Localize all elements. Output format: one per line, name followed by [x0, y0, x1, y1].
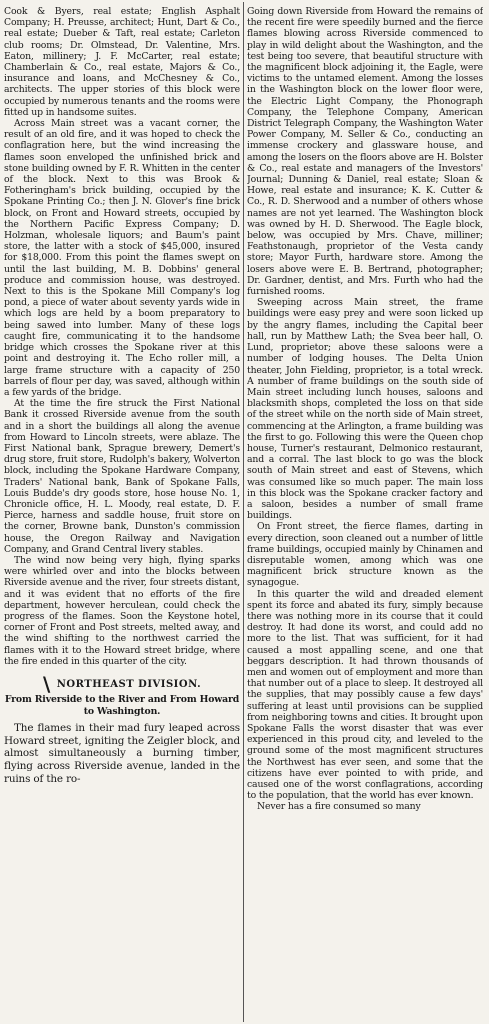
paragraph: Cook & Byers, real estate; English Asphalt Company; H. Preusse, architect; Hunt, Dart & Co., real estate; Dueber & Taft, real estate; Carleton club rooms; Dr. Olmstead, Dr. Valentine, Mrs. Eaton, millinery; J. F. McCarter, real estate; Chamberlain & Co., real estate, Majors & Co., insurance and loans, and McChesney & Co., architects. The upper stories of this block were occupied by numerous tenants and the rooms were fitted up in handsome suites. — [4, 6, 240, 118]
column-divider — [243, 2, 244, 1022]
section-heading-text: NORTHEAST DIVISION. — [56, 679, 202, 691]
paragraph: The wind now being very high, flying sparks were whirled over and into the blocks between Riverside avenue and the river, four streets distant, and it was evident that no efforts of the fire department, however herculean, could check the progress of the flames. Soon the Keystone hotel, corner of Front and Post streets, melted away, and the wind shifting to the northwest carried the flames with it to the Howard street bridge, where the fire ended in this quarter of the city. — [4, 554, 240, 667]
paragraph: Across Main street was a vacant corner, the result of an old fire, and it was hoped to check the conflagration here, but the wind increasing the flames soon enveloped the unfinished brick and stone building owned by F. R. Whitten in the center of the block. Next to this was Brook & Fotheringham's brick building, occupied by the Spokane Printing Co.; then J. N. Glover's fine brick block, on Front and Howard streets, occupied by the Northern Pacific Express Company; D. Holzman, wholesale liquors; and Baum's paint store, the latter with a stock of $45,000, insured for $18,000. From this point the flames swept on until the last building, M. B. Dobbins' general produce and commission house, was destroyed. Next to this is the Spokane Mill Company's log pond, a piece of water about seventy yards wide in which logs are held by a boom preparatory to being sawed into lumber. Many of these logs caught fire, communicating it to the handsome bridge which crosses the Spokane river at this point and destroying it. The Echo roller mill, a large frame structure with a capacity of 250 barrels of flour per day, was saved, although within a few yards of the bridge. — [4, 118, 240, 398]
paragraph: On Front street, the fierce flames, darting in every direction, soon cleaned out a number of little frame buildings, occupied mainly by Chinamen and disreputable women, among which was one magnificent brick structure known as the synagogue. — [247, 521, 483, 589]
section-mark-icon: \ — [42, 671, 51, 696]
paragraph: In this quarter the wild and dreaded element spent its force and abated its fury, simply because there was nothing more in its course that it could destroy. It had done its worst, and could add no more to the list. That was sufficient, for it had caused a most appalling scene, and one that beggars description. It had thrown thousands of men and women out of employment and more than that number out of a place to sleep. It destroyed all the supplies, that may possibly cause a few days' suffering at least until provisions can be supplied from neighboring towns and cities. It brought upon Spokane Falls the worst disaster that was ever experienced in this proud city, and leveled to the ground some of the most magnificent structures the Northwest has ever seen, and some that the citizens have ever pointed to with pride, and caused one of the worst conflagrations, according to the population, that the world has ever known. — [247, 588, 483, 802]
paragraph: At the time the fire struck the First National Bank it crossed Riverside avenue from the south and in a short the buildings all along the avenue from Howard to Lincoln streets, were ablaze. The First National bank, Sprague brewery, Demert's drug store, fruit store, Rudolph's bakery, Wolverton block, including the Spokane Hardware Company, Traders' National bank, Bank of Spokane Falls, Louis Budde's dry goods store, hose house No. 1, Chronicle office, H. L. Moody, real estate, D. F. Pierce, harness and saddle house, fruit store on the corner, Browne bank, Dunston's commission house, the Oregon Railway and Navigation Company, and Grand Central livery stables. — [4, 398, 240, 555]
left-column — [4, 6, 240, 1022]
paragraph: Sweeping across Main street, the frame buildings were easy prey and were soon licked up by the angry flames, including the Capital beer hall, run by Matthew Lath; the Svea beer hall, O. Lund, proprietor; above these saloons were a number of lodging houses. The Delta Union theater, John Fielding, proprietor, is a total wreck. A number of frame buildings on the south side of Main street including lunch houses, saloons and blacksmith shops, completed the loss on that side of the street while on the north side of Main street, commencing at the Arlington, a frame building was the first to go. Following this were the Queen chop house, Turner's restaurant, Delmonico restaurant, and a corral. The last block to go was the block south of Main street and east of Stevens, which was consumed like so much paper. The main loss in this block was the Spokane cracker factory and a saloon, besides a number of small frame buildings. — [247, 297, 483, 522]
right-column — [247, 6, 483, 1022]
section-subheading: From Riverside to the River and From Howard to Washington. — [4, 694, 240, 718]
paragraph: Never has a fire consumed so many — [257, 801, 421, 813]
paragraph: The flames in their mad fury leaped across Howard street, igniting the Zeigler block, and almost simultaneously a burning timber, flying across Riverside avenue, landed in the ruins of the ro- — [4, 722, 240, 785]
section-heading — [4, 671, 240, 696]
paragraph: Going down Riverside from Howard the remains of the recent fire were speedily burned and the fierce flames blowing across Riverside commenced to play in wild delight about the Washington, and the test being too severe, that beautiful structure with the magnificent block adjoining it, the Eagle, were victims to the untamed element. Among the losses in the Washington block on the lower floor were, the Electric Light Company, the Phonograph Company, the Telephone Company, American District Telegraph Company, the Washington Water Power Company, M. Seller & Co., conducting an immense crockery and glassware house, and among the losers on the floors above are H. Bolster & Co., real estate and managers of the Investors' Journal; Dunning & Daniel, real estate; Sloan & Howe, real estate and insurance; K. K. Cutter & Co., R. D. Sherwood and a number of others whose names are not yet learned. The Washington block was owned by H. D. Sherwood. The Eagle block, below, was occupied by Mrs. Chave, milliner; Feathstonaugh, proprietor of the Vesta candy store; Mayor Furth, hardware store. Among the losers above were E. B. Bertrand, photographer; Dr. Gardner, dentist, and Mrs. Furth who had the furnished rooms. — [247, 6, 483, 298]
